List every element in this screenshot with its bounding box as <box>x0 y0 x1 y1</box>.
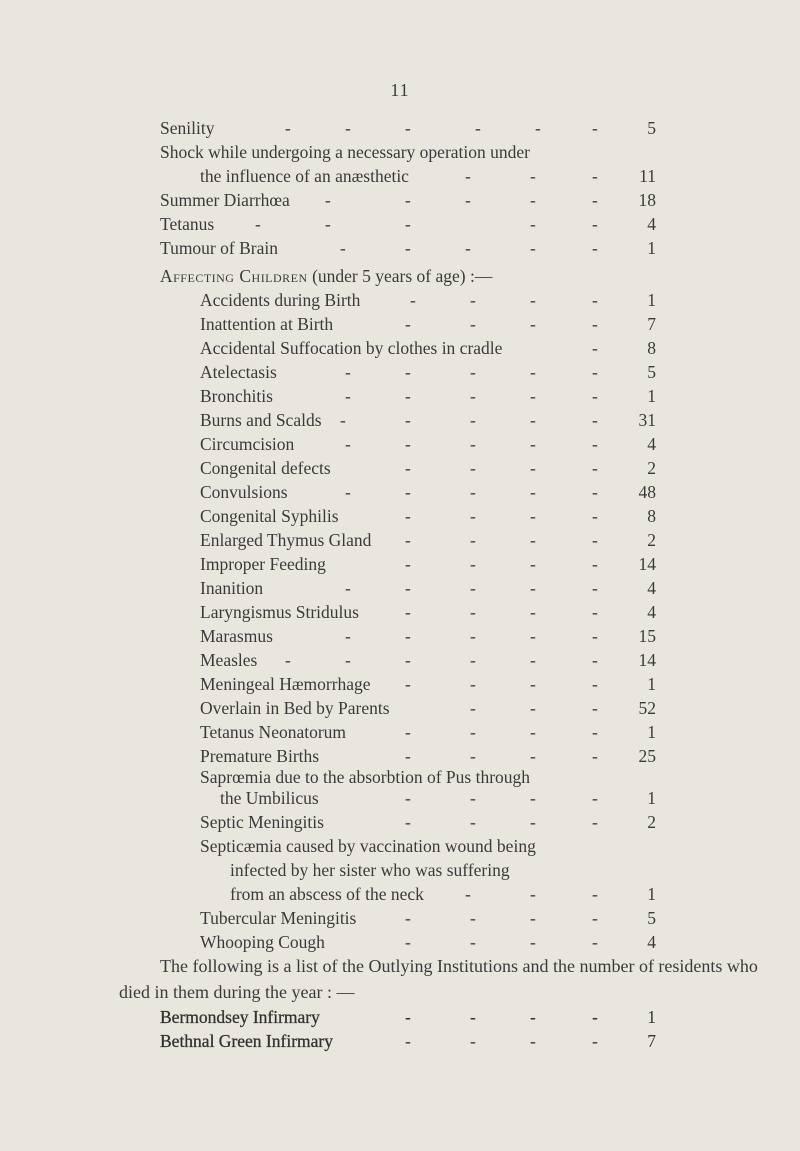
cause-label-line: infected by her sister who was suffering <box>230 860 510 880</box>
list-item <box>200 696 660 720</box>
dash-leader: - <box>325 214 331 234</box>
list-item <box>200 930 660 954</box>
cause-label: Burns and Scalds <box>200 410 322 430</box>
dash-leader: - <box>530 214 536 234</box>
dash-leader: - <box>470 626 476 646</box>
dash-leader: - <box>592 578 598 598</box>
list-item <box>200 648 660 672</box>
dash-leader: - <box>405 214 411 234</box>
dash-leader: - <box>592 698 598 718</box>
dash-leader: - <box>405 190 411 210</box>
dash-leader: - <box>345 482 351 502</box>
cause-label: Premature Births <box>200 746 320 766</box>
dash-leader: - <box>592 554 598 574</box>
cause-label-line: Shock while undergoing a necessary operation under <box>160 142 530 162</box>
dash-leader: - <box>530 458 536 478</box>
dash-leader: - <box>470 578 476 598</box>
dash-leader: - <box>592 434 598 454</box>
cause-label: Whooping Cough <box>200 932 325 952</box>
dash-leader: - <box>405 812 411 832</box>
dash-leader: - <box>592 118 598 138</box>
dash-leader: - <box>405 788 411 808</box>
cause-label: Inattention at Birth <box>200 314 334 334</box>
count-value: 4 <box>647 602 656 622</box>
list-item <box>160 116 660 140</box>
count-value: 48 <box>638 482 656 502</box>
dash-leader: - <box>592 812 598 832</box>
dash-leader: - <box>535 118 541 138</box>
count-value: 2 <box>647 812 656 832</box>
dash-leader: - <box>345 578 351 598</box>
dash-leader: - <box>405 314 411 334</box>
section-heading <box>160 264 492 288</box>
dash-leader: - <box>592 722 598 742</box>
list-item <box>200 408 660 432</box>
list-item <box>160 1005 660 1029</box>
cause-label: Accidental Suffocation by clothes in cradle <box>200 338 503 358</box>
dash-leader: - <box>530 238 536 258</box>
dash-leader: - <box>345 434 351 454</box>
cause-label: Inanition <box>200 578 264 598</box>
dash-leader: - <box>405 362 411 382</box>
dash-leader: - <box>465 190 471 210</box>
count-value: 11 <box>639 166 656 186</box>
dash-leader: - <box>405 482 411 502</box>
dash-leader: - <box>530 908 536 928</box>
dash-leader: - <box>530 674 536 694</box>
dash-leader: - <box>405 578 411 598</box>
cause-label: Convulsions <box>200 482 288 502</box>
dash-leader: - <box>530 482 536 502</box>
dash-leader: - <box>530 884 536 904</box>
dash-leader: - <box>470 386 476 406</box>
dash-leader: - <box>470 434 476 454</box>
list-item <box>160 212 660 236</box>
dash-leader: - <box>405 386 411 406</box>
dash-leader: - <box>530 166 536 186</box>
count-value: 14 <box>638 554 656 574</box>
cause-label: Accidents during Birth <box>200 290 361 310</box>
count-value: 5 <box>647 908 656 928</box>
dash-leader: - <box>345 386 351 406</box>
count-value: 8 <box>647 506 656 526</box>
count-value: 4 <box>647 578 656 598</box>
list-item <box>160 164 660 188</box>
dash-leader: - <box>340 410 346 430</box>
dash-leader: - <box>592 1007 598 1027</box>
section-heading-caps: Affecting Children <box>160 266 308 286</box>
list-item <box>200 312 660 336</box>
count-value: 1 <box>647 788 656 808</box>
dash-leader: - <box>405 434 411 454</box>
cause-label: Bronchitis <box>200 386 273 406</box>
dash-leader: - <box>470 698 476 718</box>
dash-leader: - <box>592 386 598 406</box>
dash-leader: - <box>285 118 291 138</box>
dash-leader: - <box>255 214 261 234</box>
dash-leader: - <box>345 626 351 646</box>
cause-label: Measles <box>200 650 258 670</box>
cause-label: Meningeal Hæmorrhage <box>200 674 371 694</box>
count-value: 15 <box>638 626 656 646</box>
dash-leader: - <box>405 626 411 646</box>
dash-leader: - <box>470 362 476 382</box>
dash-leader: - <box>592 932 598 952</box>
dash-leader: - <box>592 190 598 210</box>
list-item <box>200 432 660 456</box>
dash-leader: - <box>530 698 536 718</box>
dash-leader: - <box>530 290 536 310</box>
dash-leader: - <box>465 884 471 904</box>
cause-label: Tubercular Meningitis <box>200 908 357 928</box>
dash-leader: - <box>530 602 536 622</box>
dash-leader: - <box>530 812 536 832</box>
dash-leader: - <box>592 530 598 550</box>
count-value: 4 <box>647 932 656 952</box>
dash-leader: - <box>530 530 536 550</box>
dash-leader: - <box>530 506 536 526</box>
dash-leader: - <box>530 386 536 406</box>
page-number: 11 <box>390 80 410 100</box>
dash-leader: - <box>470 1031 476 1051</box>
dash-leader: - <box>592 674 598 694</box>
dash-leader: - <box>405 554 411 574</box>
section-heading-rest: (under 5 years of age) :— <box>307 266 493 286</box>
list-item <box>200 528 660 552</box>
dash-leader: - <box>530 362 536 382</box>
cause-label: Marasmus <box>200 626 273 646</box>
dash-leader: - <box>592 214 598 234</box>
dash-leader: - <box>405 746 411 766</box>
dash-leader: - <box>340 238 346 258</box>
dash-leader: - <box>592 650 598 670</box>
dash-leader: - <box>345 118 351 138</box>
list-item <box>160 236 660 260</box>
dash-leader: - <box>470 650 476 670</box>
list-item <box>200 384 660 408</box>
dash-leader: - <box>530 746 536 766</box>
cause-label: Septic Meningitis <box>200 812 324 832</box>
dash-leader: - <box>470 314 476 334</box>
cause-label: Tetanus Neonatorum <box>200 722 347 742</box>
dash-leader: - <box>592 482 598 502</box>
dash-leader: - <box>592 338 598 358</box>
dash-leader: - <box>405 118 411 138</box>
cause-label: Tetanus <box>160 214 215 234</box>
dash-leader: - <box>405 410 411 430</box>
dash-leader: - <box>475 118 481 138</box>
count-value: 7 <box>647 1031 656 1051</box>
dash-leader: - <box>530 1007 536 1027</box>
dash-leader: - <box>470 746 476 766</box>
dash-leader: - <box>530 434 536 454</box>
list-item <box>200 906 660 930</box>
list-item <box>160 1029 660 1053</box>
dash-leader: - <box>470 602 476 622</box>
count-value: 14 <box>638 650 656 670</box>
dash-leader: - <box>530 626 536 646</box>
dash-leader: - <box>405 722 411 742</box>
dash-leader: - <box>592 238 598 258</box>
dash-leader: - <box>530 932 536 952</box>
count-value: 1 <box>647 290 656 310</box>
cause-label: the Umbilicus <box>220 788 319 808</box>
dash-leader: - <box>405 458 411 478</box>
list-item <box>200 810 660 834</box>
cause-label-line: Septicæmia caused by vaccination wound being <box>200 836 536 856</box>
dash-leader: - <box>405 238 411 258</box>
list-item <box>200 552 660 576</box>
dash-leader: - <box>530 1031 536 1051</box>
dash-leader: - <box>345 650 351 670</box>
dash-leader: - <box>592 290 598 310</box>
cause-label: from an abscess of the neck <box>230 884 424 904</box>
outlying-intro: The following is a list of the Outlying Institutions and the number of residents who died in them during the year : — <box>119 956 758 1002</box>
dash-leader: - <box>530 650 536 670</box>
dash-leader: - <box>592 746 598 766</box>
list-item <box>200 882 660 906</box>
dash-leader: - <box>592 1031 598 1051</box>
dash-leader: - <box>345 362 351 382</box>
count-value: 1 <box>647 722 656 742</box>
cause-label: Circumcision <box>200 434 295 454</box>
dash-leader: - <box>470 554 476 574</box>
cause-label: Atelectasis <box>200 362 277 382</box>
dash-leader: - <box>285 650 291 670</box>
list-item <box>200 336 660 360</box>
dash-leader: - <box>530 554 536 574</box>
list-item <box>200 600 660 624</box>
dash-leader: - <box>592 626 598 646</box>
dash-leader: - <box>470 722 476 742</box>
list-item <box>200 480 660 504</box>
count-value: 4 <box>647 214 656 234</box>
cause-label-line: Saprœmia due to the absorbtion of Pus through <box>200 767 531 787</box>
cause-label: Senility <box>160 118 215 138</box>
cause-label: Laryngismus Stridulus <box>200 602 359 622</box>
dash-leader: - <box>465 166 471 186</box>
dash-leader: - <box>592 166 598 186</box>
dash-leader: - <box>470 908 476 928</box>
count-value: 5 <box>647 118 656 138</box>
cause-label: Enlarged Thymus Gland <box>200 530 372 550</box>
list-item <box>200 504 660 528</box>
dash-leader: - <box>592 884 598 904</box>
dash-leader: - <box>592 410 598 430</box>
dash-leader: - <box>530 788 536 808</box>
dash-leader: - <box>470 932 476 952</box>
dash-leader: - <box>530 578 536 598</box>
dash-leader: - <box>592 602 598 622</box>
dash-leader: - <box>592 788 598 808</box>
list-item <box>200 720 660 744</box>
list-item <box>200 360 660 384</box>
dash-leader: - <box>530 190 536 210</box>
dash-leader: - <box>592 458 598 478</box>
dash-leader: - <box>530 410 536 430</box>
dash-leader: - <box>470 458 476 478</box>
dash-leader: - <box>470 290 476 310</box>
list-item <box>200 576 660 600</box>
list-item <box>200 456 660 480</box>
dash-leader: - <box>530 722 536 742</box>
cause-label: Overlain in Bed by Parents <box>200 698 390 718</box>
dash-leader: - <box>405 932 411 952</box>
count-value: 1 <box>647 884 656 904</box>
count-value: 52 <box>638 698 656 718</box>
dash-leader: - <box>405 1007 411 1027</box>
institution-label: Bermondsey Infirmary <box>160 1007 320 1027</box>
cause-label: Tumour of Brain <box>160 238 278 258</box>
count-value: 1 <box>647 674 656 694</box>
cause-label: Congenital Syphilis <box>200 506 339 526</box>
dash-leader: - <box>405 650 411 670</box>
list-item <box>160 188 660 212</box>
count-value: 5 <box>647 362 656 382</box>
dash-leader: - <box>470 506 476 526</box>
dash-leader: - <box>465 238 471 258</box>
count-value: 7 <box>647 314 656 334</box>
dash-leader: - <box>470 530 476 550</box>
dash-leader: - <box>592 362 598 382</box>
dash-leader: - <box>405 602 411 622</box>
count-value: 4 <box>647 434 656 454</box>
dash-leader: - <box>325 190 331 210</box>
dash-leader: - <box>470 674 476 694</box>
institution-label: Bethnal Green Infirmary <box>160 1031 333 1051</box>
dash-leader: - <box>470 410 476 430</box>
cause-label: Congenital defects <box>200 458 331 478</box>
dash-leader: - <box>592 908 598 928</box>
dash-leader: - <box>592 314 598 334</box>
list-item <box>200 288 660 312</box>
dash-leader: - <box>410 290 416 310</box>
dash-leader: - <box>530 314 536 334</box>
dash-leader: - <box>405 674 411 694</box>
dash-leader: - <box>470 812 476 832</box>
list-item <box>200 624 660 648</box>
dash-leader: - <box>592 506 598 526</box>
cause-label: the influence of an anæsthetic <box>200 166 409 186</box>
dash-leader: - <box>470 482 476 502</box>
dash-leader: - <box>405 908 411 928</box>
count-value: 1 <box>647 1007 656 1027</box>
dash-leader: - <box>470 788 476 808</box>
count-value: 25 <box>638 746 656 766</box>
count-value: 2 <box>647 458 656 478</box>
list-item <box>200 672 660 696</box>
dash-leader: - <box>405 1031 411 1051</box>
list-item <box>200 786 660 810</box>
dash-leader: - <box>470 1007 476 1027</box>
dash-leader: - <box>405 530 411 550</box>
count-value: 1 <box>647 386 656 406</box>
count-value: 2 <box>647 530 656 550</box>
count-value: 18 <box>638 190 656 210</box>
cause-label: Summer Diarrhœa <box>160 190 290 210</box>
dash-leader: - <box>405 506 411 526</box>
cause-label: Improper Feeding <box>200 554 326 574</box>
count-value: 8 <box>647 338 656 358</box>
count-value: 31 <box>638 410 656 430</box>
count-value: 1 <box>647 238 656 258</box>
